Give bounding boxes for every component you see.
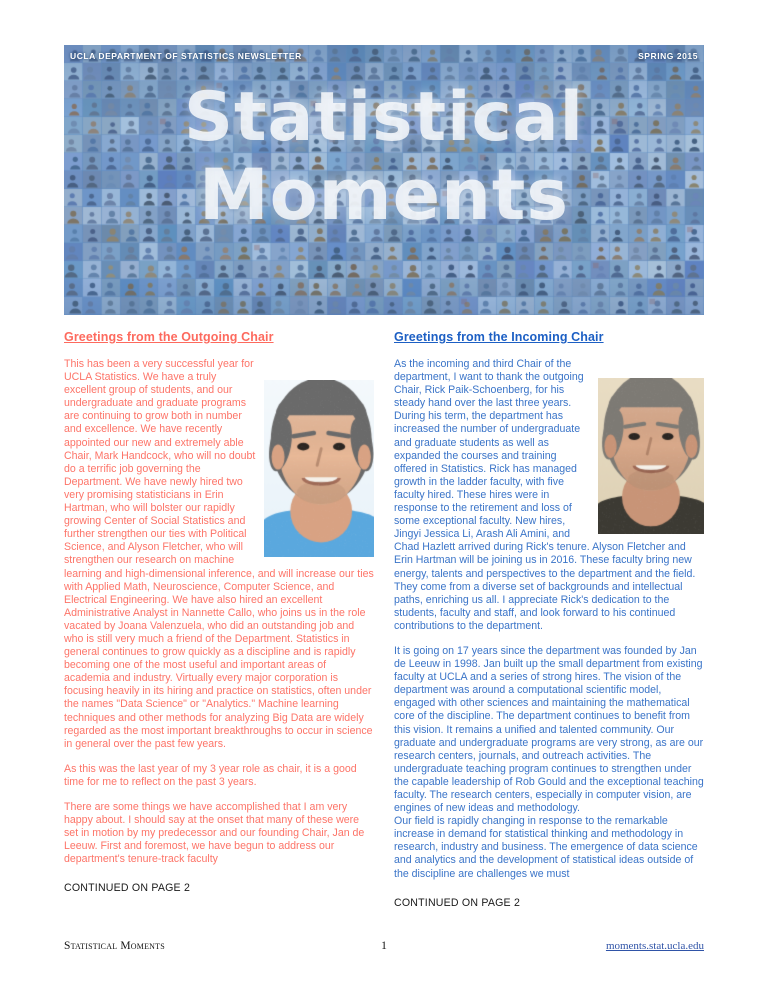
outgoing-paragraph-1: This has been a very successful year for UCLA Statistics. We have a truly excellent group of students, and our undergraduate and graduate programs are continuing to grow both in number and excellence. We have recently appointed our new and extremely able Chair, Mark Handcock, who will no doubt do a terrific job governing the Department. We have newly hired two very promising statisticians in Erin Hartman, who will bolster our rapidly growing Center of Social Statistics and further strengthen our ties with Political Science, and Alyson Fletcher, who will strengthen our research on machine learning and high-dimensional inference, and will increase our ties with Applied Math, Neuroscience, Computer Science, and Electrical Engineering. We have also hired an excellent Administrative Analyst in Nannette Callo, who joins us in the role vacated by Joana Valenzuela, who did an outstanding job and who is still very much a friend of the Department. Statistics in general continues to grow quickly as a discipline and is rapidly becoming one of the most useful and important areas of academia and industry. Virtually every major corporation is focusing heavily in its hiring and practice on statistics, often under the names "Data Science" or "Analytics." Machine learning techniques and other methods for analyzing Big Data are widely regarded as the most important breakthroughs to occur in science in general over the past few years. [64, 358, 374, 750]
issue-label: SPRING 2015 [638, 51, 698, 61]
outgoing-continued-note: CONTINUED ON PAGE 2 [64, 882, 191, 895]
newsletter-kicker: UCLA DEPARTMENT OF STATISTICS NEWSLETTER [70, 51, 302, 61]
masthead-banner [64, 45, 704, 315]
outgoing-paragraph-2: As this was the last year of my 3 year role as chair, it is a good time for me to reflect on the past 3 years. [64, 762, 357, 788]
masthead-title-line-2: Moments [198, 154, 570, 237]
incoming-continued-note: CONTINUED ON PAGE 2 [394, 896, 521, 909]
incoming-chair-heading: Greetings from the Incoming Chair [394, 330, 604, 344]
column-outgoing-chair [64, 330, 374, 894]
page-footer [64, 940, 704, 958]
incoming-paragraph-2: It is going on 17 years since the department was founded by Jan de Leeuw in 1998. Jan built up the small department from existing faculty at UCLA and a series of strong hires. The vision of the department was around a computational scientific model, engaged with other sciences and maintaining the mathematical core of the discipline. The department continues to benefit from this vision. It remains a unified and talented community. Our graduate and undergraduate programs are very strong, as are our research centers, journals, and outreach activities. The undergraduate teaching program continues to strengthen under the capable leadership of Rob Gould and the exceptional teaching faculty. The research centers, especially in computer vision, are engines of new ideas and methodology. [394, 644, 704, 815]
column-incoming-chair [394, 330, 704, 909]
footer-publication-name: Statistical Moments [64, 940, 165, 952]
outgoing-paragraph-3: There are some things we have accomplished that I am very happy about. I should say at the onset that many of these were set in motion by my predecessor and our founding Chair, Jan de Leeuw. First and foremost, we have begun to address our department's tenure-track faculty [64, 801, 365, 866]
photo-mosaic-background [64, 45, 704, 315]
incoming-paragraph-1: As the incoming and third Chair of the department, I want to thank the outgoing Chair, Rick Paik-Schoenberg, for his steady hand over the last three years. During his term, the department has increased the number of undergraduate and graduate students as well as expanded the courses and training offered in Statistics. Rick has managed growth in the ladder faculty, with five faculty hired. These hires were in response to the retirement and loss of some exceptional faculty. New hires, Jingyi Jessica Li, Arash Ali Amini, and Chad Hazlett arrived during Rick's tenure. Alyson Fletcher and Erin Hartman will be joining us in 2016. These faculty bring new energy, talents and perspectives to the department and the field. They come from a diverse set of backgrounds and intellectual paths, enriching us all. I appreciate Rick's dedication to the students, faculty and staff, and look forward to his continued contributions to the department. [394, 358, 696, 632]
footer-website-link[interactable]: moments.stat.ucla.edu [605, 940, 704, 952]
outgoing-chair-portrait [264, 380, 374, 557]
masthead-title-line-1: Statistical [184, 78, 584, 157]
footer-page-number: 1 [381, 940, 387, 952]
masthead-topbar [64, 45, 704, 67]
incoming-paragraph-3: Our field is rapidly changing in response to the remarkable increase in demand for statistical thinking and methodology in research, industry and business. The emergence of data science and analytics and the development of statistical ideas outside of the discipline are challenges we must [394, 815, 698, 880]
outgoing-chair-heading: Greetings from the Outgoing Chair [64, 330, 274, 344]
incoming-chair-body [394, 358, 704, 881]
outgoing-chair-body [64, 358, 374, 866]
incoming-chair-portrait [598, 378, 704, 534]
